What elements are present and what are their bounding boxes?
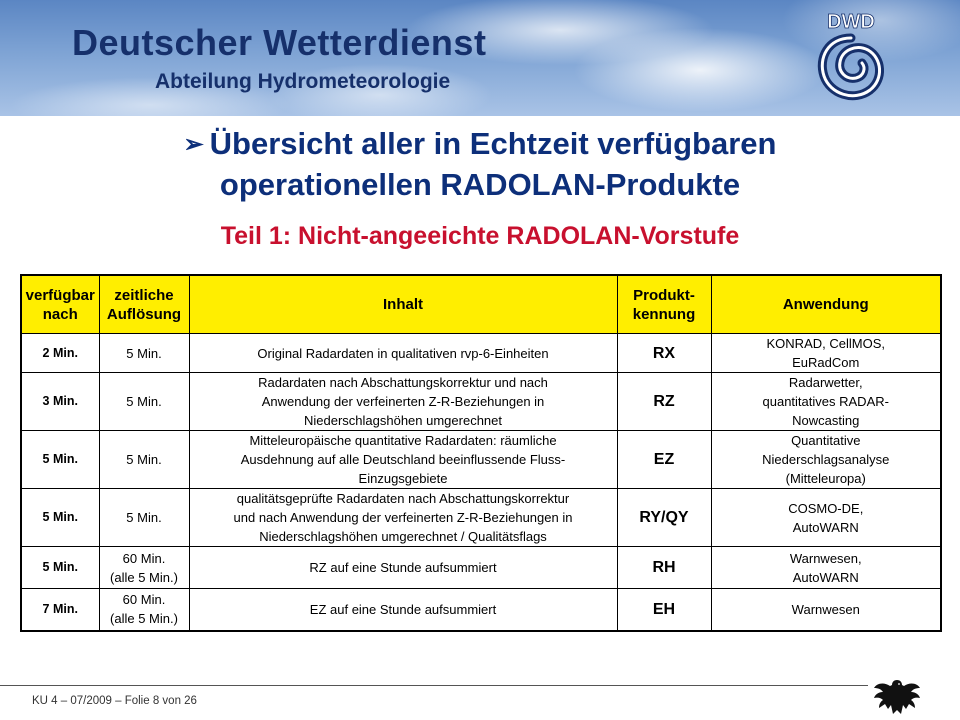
header-content: Inhalt: [189, 275, 617, 334]
dwd-logo-text: DWD: [827, 11, 875, 33]
cell-use-line: Warnwesen,: [789, 550, 862, 566]
cell-content-line: RZ auf eine Stunde aufsummiert: [309, 560, 497, 575]
cell-content-line: EZ auf eine Stunde aufsummiert: [309, 601, 497, 617]
cell-code: RZ: [617, 373, 711, 431]
cell-resolution: [99, 589, 189, 631]
footer-divider: [0, 685, 868, 686]
cell-resolution-line: 5 Min.: [126, 452, 162, 467]
cell-content-line: qualitätsgeprüfte Radardaten nach Abschattungskorrektur: [236, 491, 570, 506]
cell-use-line: Radarwetter,: [788, 375, 863, 390]
cell-resolution-line: 60 Min.: [122, 550, 166, 566]
cell-use: [711, 334, 941, 373]
cell-available: 2 Min.: [21, 334, 99, 373]
table-row: [21, 334, 941, 373]
cell-use-line: quantitatives RADAR-: [762, 394, 889, 409]
cell-content-line: Einzugsgebiete: [358, 471, 448, 486]
table-header-row: [21, 275, 941, 334]
cell-available: 3 Min.: [21, 373, 99, 431]
cell-code: EH: [617, 589, 711, 631]
cell-code: RX: [617, 334, 711, 373]
cell-resolution-line: (alle 5 Min.): [110, 569, 178, 585]
cell-content: [189, 373, 617, 431]
cell-use-line: Nowcasting: [792, 413, 860, 428]
cell-use-line: Quantitative: [791, 433, 861, 448]
title-line-2: operationellen RADOLAN-Produkte: [219, 167, 741, 202]
cell-resolution: [99, 431, 189, 489]
cell-resolution-line: (alle 5 Min.): [110, 611, 178, 627]
cell-content: [189, 334, 617, 373]
footer-text: KU 4 – 07/2009 – Folie 8 von 26: [32, 695, 197, 707]
organization-name: Deutscher Wetterdienst: [72, 22, 487, 63]
cell-available: 7 Min.: [21, 589, 99, 631]
header-available: verfügbar nach: [21, 275, 99, 334]
cell-use-line: AutoWARN: [792, 569, 859, 585]
slide-subtitle: Teil 1: Nicht-angeeichte RADOLAN-Vorstufe: [220, 222, 740, 250]
cell-available: 5 Min.: [21, 431, 99, 489]
cell-content: [189, 547, 617, 589]
cell-resolution: [99, 334, 189, 373]
table-row: [21, 589, 941, 631]
cell-use-line: (Mitteleuropa): [785, 471, 866, 486]
cell-use-line: Warnwesen: [791, 601, 860, 617]
cell-use: [711, 431, 941, 489]
cell-use-line: KONRAD, CellMOS,: [766, 336, 885, 351]
cell-use: [711, 489, 941, 547]
title-line-1: [0, 124, 960, 165]
cell-resolution: [99, 373, 189, 431]
cell-resolution-line: 5 Min.: [126, 394, 162, 409]
cell-use-line: EuRadCom: [792, 355, 860, 370]
arrow-bullet-icon: ➢: [183, 131, 204, 158]
cell-available: 5 Min.: [21, 547, 99, 589]
department-name: Abteilung Hydrometeorologie: [155, 70, 451, 93]
dwd-logo-icon: [806, 6, 896, 106]
cell-content: [189, 489, 617, 547]
cell-content-line: Anwendung der verfeinerten Z-R-Beziehungen in: [261, 394, 545, 409]
cell-resolution: [99, 547, 189, 589]
cell-content: [189, 589, 617, 631]
cell-code: EZ: [617, 431, 711, 489]
cell-content-line: Niederschlagshöhen umgerechnet: [303, 413, 502, 428]
cell-code: RY/QY: [617, 489, 711, 547]
header-code: Produkt-kennung: [617, 275, 711, 334]
title-line-1-text: Übersicht aller in Echtzeit verfügbaren: [209, 126, 777, 161]
cell-code: RH: [617, 547, 711, 589]
table-row: [21, 431, 941, 489]
header-resolution: zeitliche Auflösung: [99, 275, 189, 334]
cell-use-line: Niederschlagsanalyse: [762, 452, 890, 467]
cell-content-line: Niederschlagshöhen umgerechnet / Qualitätsflags: [259, 529, 547, 544]
table-row: [21, 547, 941, 589]
cell-content-line: und nach Anwendung der verfeinerten Z-R-Beziehungen in: [233, 510, 573, 525]
cell-use-line: AutoWARN: [792, 519, 859, 535]
cell-resolution-line: 60 Min.: [122, 592, 166, 608]
cell-resolution-line: 5 Min.: [126, 510, 162, 525]
cell-content-line: Original Radardaten in qualitativen rvp-6-Einheiten: [257, 345, 549, 361]
products-table: [20, 274, 940, 664]
cell-content: [189, 431, 617, 489]
cell-use-line: COSMO-DE,: [788, 500, 864, 516]
cell-content-line: Radardaten nach Abschattungskorrektur und nach: [258, 375, 548, 390]
cell-use: [711, 589, 941, 631]
cell-use: [711, 373, 941, 431]
header-banner: [0, 0, 960, 116]
table-row: [21, 489, 941, 547]
cell-resolution: [99, 489, 189, 547]
federal-eagle-icon: [872, 676, 922, 718]
slide-title: [0, 124, 960, 205]
cell-resolution-line: 5 Min.: [126, 345, 162, 361]
cell-content-line: Ausdehnung auf alle Deutschland beeinflussende Fluss-: [240, 452, 566, 467]
header-use: Anwendung: [711, 275, 941, 334]
cell-available: 5 Min.: [21, 489, 99, 547]
table-row: [21, 373, 941, 431]
cell-use: [711, 547, 941, 589]
cell-content-line: Mitteleuropäische quantitative Radardaten: räumliche: [249, 433, 557, 448]
